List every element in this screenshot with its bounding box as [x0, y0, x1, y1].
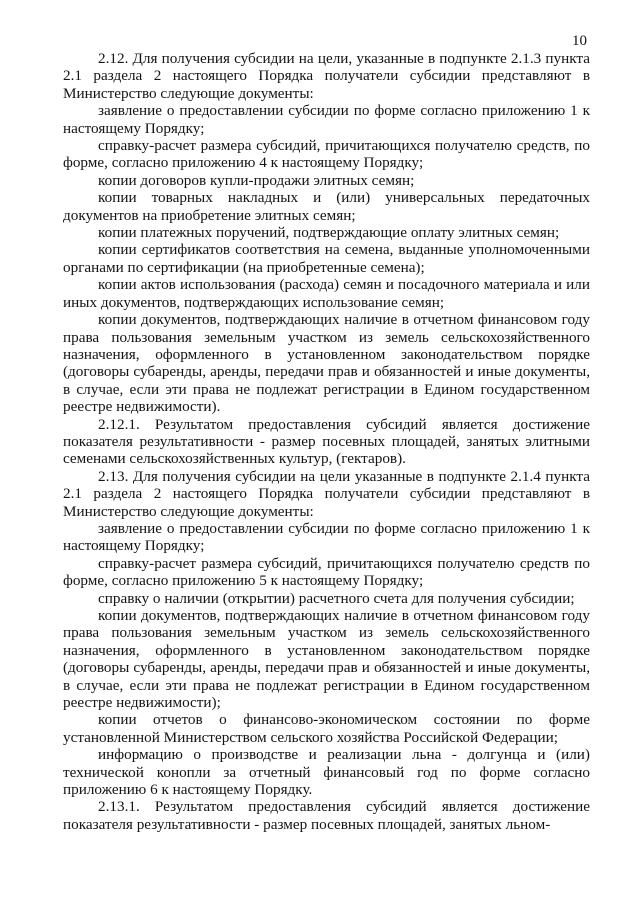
list-item-land-rights-2: копии документов, подтверждающих наличие в отчетном финансовом году права пользования земельным участком из земель сельскохозяйственного назначения, оформленного в установленном законодательством порядке (договоры субаренды, аренды, передачи прав и обязанностей и иные документы, в случае, если эти права не подлежат регистрации в Едином государственном реестре недвижимости); [63, 607, 590, 712]
list-item-calculation: справку-расчет размера субсидий, причитающихся получателю средств, по форме, согласно приложению 4 к настоящему Порядку; [63, 137, 590, 172]
list-item-invoices: копии товарных накладных и (или) универсальных передаточных документов на приобретение элитных семян; [63, 189, 590, 224]
paragraph-2-12-1: 2.12.1. Результатом предоставления субсидий является достижение показателя результативности - размер посевных площадей, занятых элитными семенами сельскохозяйственных культур, (гектаров). [63, 415, 590, 468]
paragraph-2-13-1: 2.13.1. Результатом предоставления субсидий является достижение показателя результативности - размер посевных площадей, занятых льном- [63, 798, 590, 833]
page-number: 10 [572, 33, 587, 49]
list-item-bank-account: справку о наличии (открытии) расчетного счета для получения субсидии; [98, 589, 575, 607]
paragraph-2-13: 2.13. Для получения субсидии на цели указанные в подпункте 2.1.4 пункта 2.1 раздела 2 настоящего Порядка получатели субсидии представляют в Министерство следующие документы: [63, 467, 590, 520]
list-item-usage-acts: копии актов использования (расхода) семян и посадочного материала и или иных документов, подтверждающих использование семян; [63, 276, 590, 311]
paragraph-2-12: 2.12. Для получения субсидии на цели, указанные в подпункте 2.1.3 пункта 2.1 раздела 2 настоящего Порядка получатели субсидии представляют в Министерство следующие документы: [63, 50, 590, 102]
list-item-certificates: копии сертификатов соответствия на семена, выданные уполномоченными органами по сертификации (на приобретенные семена); [63, 241, 590, 276]
list-item-payment-orders: копии платежных поручений, подтверждающие оплату элитных семян; [98, 224, 560, 242]
list-item-application-2: заявление о предоставлении субсидии по форме согласно приложению 1 к настоящему Порядку; [63, 519, 590, 555]
list-item-financial-reports: копии отчетов о финансово-экономическом состоянии по форме установленной Министерством сельского хозяйства Российской Федерации; [63, 711, 590, 746]
list-item-application: заявление о предоставлении субсидии по форме согласно приложению 1 к настоящему Порядку; [63, 102, 590, 137]
list-item-land-rights: копии документов, подтверждающих наличие в отчетном финансовом году права пользования земельным участком из земель сельскохозяйственного назначения, оформленного в установленном законодательством порядке (договоры субаренды, аренды, передачи прав и обязанностей и иные документы, в случае, если эти права не подлежат регистрации в Едином государственном реестре недвижимости). [63, 311, 590, 416]
list-item-contracts: копии договоров купли-продажи элитных семян; [98, 171, 415, 189]
document-body [63, 50, 590, 833]
list-item-flax-hemp-info: информацию о производстве и реализации льна - долгунца и (или) технической конопли за отчетный финансовый год по форме согласно приложению 6 к настоящему Порядку. [63, 746, 590, 799]
list-item-calculation-2: справку-расчет размера субсидий, причитающихся получателю средств по форме, согласно приложению 5 к настоящему Порядку; [63, 554, 590, 590]
